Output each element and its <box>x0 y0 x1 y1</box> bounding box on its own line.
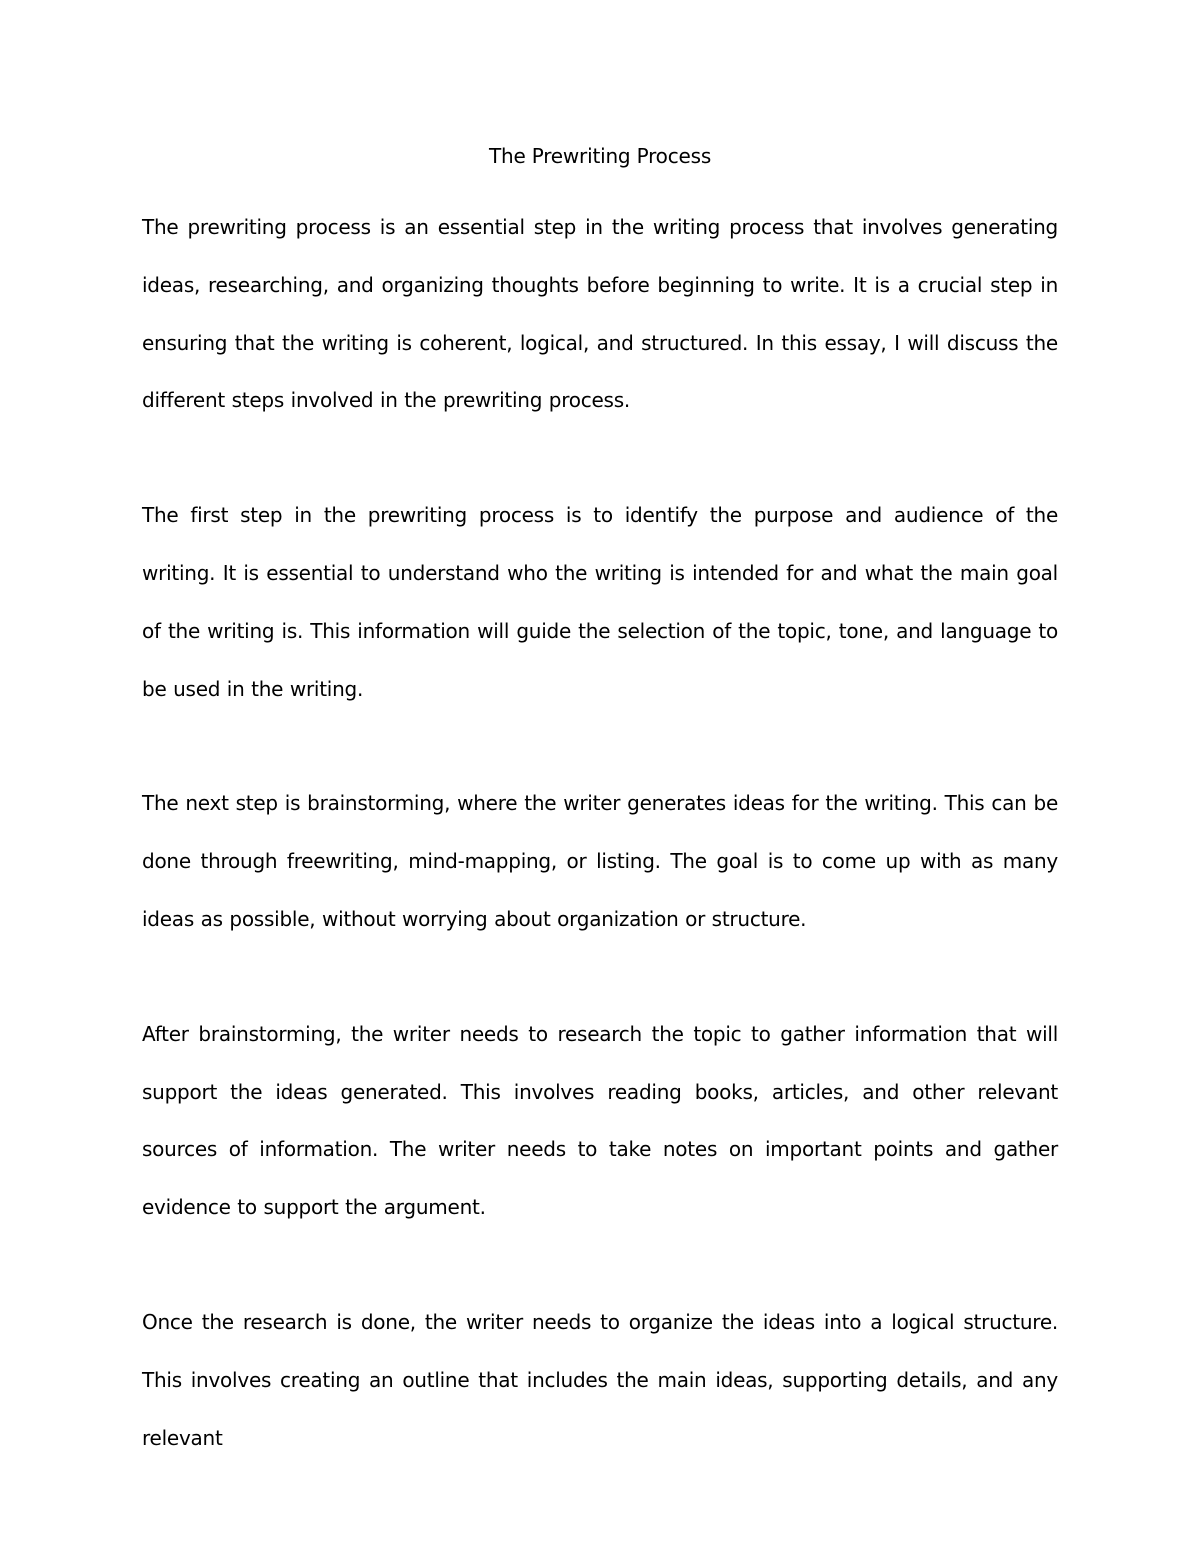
document-body <box>142 199 1058 1524</box>
paragraph-organize: Once the research is done, the writer needs to organize the ideas into a logical structure. This involves creating an outline that includes the main ideas, supporting details, and any relevant <box>142 1309 1058 1450</box>
paragraph-intro: The prewriting process is an essential step in the writing process that involves generating ideas, researching, and organizing thoughts before beginning to write. It is a crucial step in ensuring that the writing is coherent, logical, and structured. In this essay, I will discuss the different steps involved in the prewriting process. <box>142 215 1058 413</box>
paragraph-research: After brainstorming, the writer needs to research the topic to gather information that will support the ideas generated. This involves reading books, articles, and other relevant sources of information. The writer needs to take notes on important points and gather evidence to support the argument. <box>142 1021 1058 1220</box>
document-title: The Prewriting Process <box>488 144 712 168</box>
paragraph-brainstorming: The next step is brainstorming, where the writer generates ideas for the writing. This can be done through freewriting, mind-mapping, or listing. The goal is to come up with as many ideas as possible, without worrying about organization or structure. <box>142 791 1058 931</box>
paragraph-purpose-audience: The first step in the prewriting process is to identify the purpose and audience of the writing. It is essential to understand who the writing is intended for and what the main goal of the writing is. This information will guide the selection of the topic, tone, and language to be used in the writing. <box>142 503 1058 701</box>
